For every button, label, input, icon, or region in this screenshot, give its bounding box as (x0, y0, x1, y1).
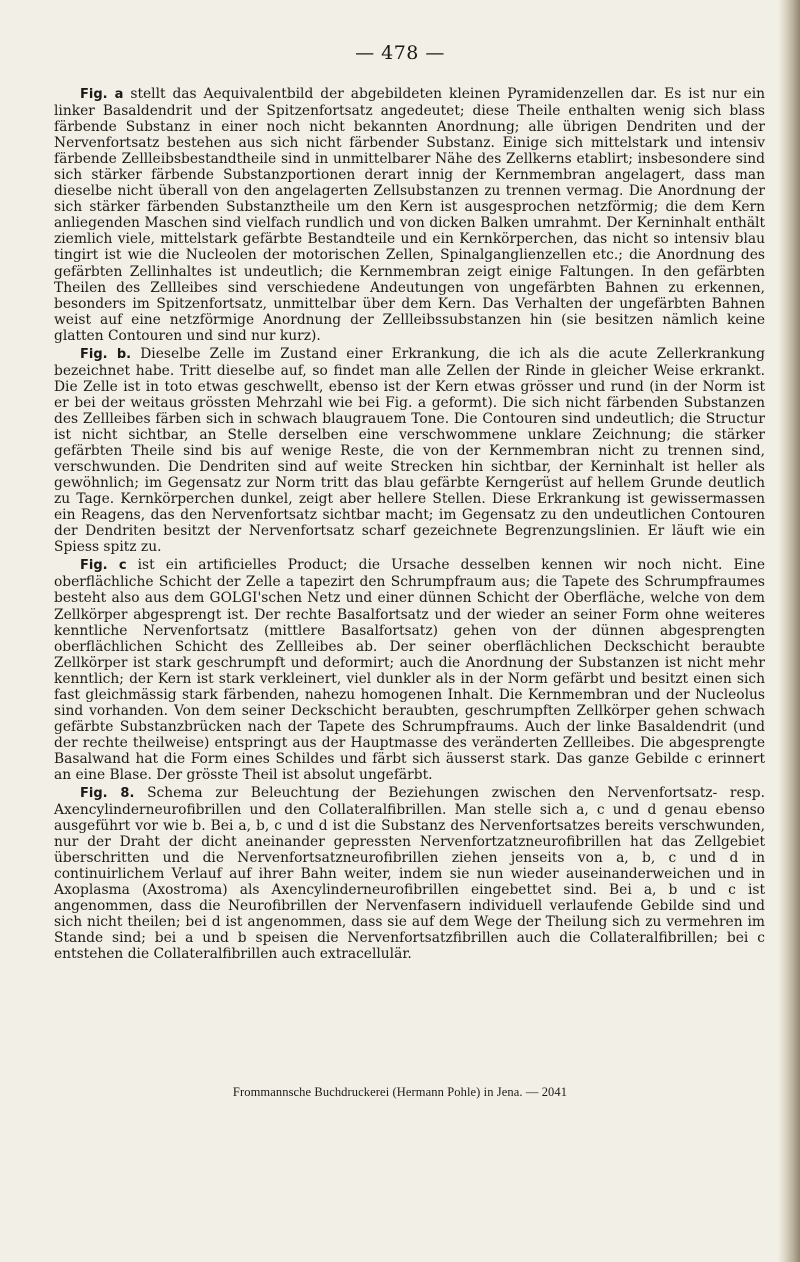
paragraph-text: Dieselbe Zelle im Zustand einer Erkrankung, die ich als die acute Zellerkrankung bezeichnet habe. Tritt dieselbe auf, so findet man alle Zellen der Rinde in gleicher Weise erkrankt. Die Zelle ist in toto etwas geschwellt, ebenso ist der Kern etwas grösser und rund (in der Norm ist er bei der weitaus grössten Mehrzahl wie bei Fig. a geformt). Die sich nicht färbenden Substanzen des Zellleibes färben sich in schwach blaugrauem Tone. Die Contouren sind undeutlich; die Structur ist nicht sichtbar, an Stelle derselben eine verschwommene unklare Zeichnung; die stärker gefärbten Theile sind bis auf wenige Reste, die von der Kernmembran nicht zu trennen sind, verschwunden. Die Dendriten sind auf weite Strecken hin sichtbar, der Kerninhalt ist heller als gewöhnlich; im Gegensatz zur Norm tritt das blau gefärbte Kerngerüst auf hellem Grunde deutlich zu Tage. Kernkörperchen dunkel, zeigt aber hellere Stellen. Diese Erkrankung ist gewissermassen ein Reagens, das den Nervenfortsatz sichtbar macht; im Gegensatz zu den undeutlichen Contouren der Dendriten besitzt der Nervenfortsatz scharf gezeichnete Begrenzungslinien. Er läuft wie ein Spiess spitz zu. (54, 345, 765, 556)
paragraph-fig-c (54, 557, 765, 783)
page-edge-shadow (778, 0, 800, 1262)
paragraph-text: stellt das Aequivalentbild der abgebildeten kleinen Pyramidenzellen dar. Es ist nur ein linker Basaldendrit und der Spitzenfortsatz angedeutet; diese Theile enthalten wenig sich blass färbende Substanz in einer noch nicht bekannten Anordnung; alle übrigen Dendriten und der Nervenfortsatz bestehen aus sich nicht färbender Substanz. Einige sich mittelstark und intensiv färbende Zellleibsbestandtheile sind in unmittelbarer Nähe des Zellkerns etablirt; insbesondere sind sich stärker färbende Substanzportionen derart innig der Kernmembran angelagert, dass man dieselbe nicht überall von den angelagerten Zellsubstanzen zu trennen vermag. Die Anordnung der sich stärker färbenden Substanztheile um den Kern ist ausgesprochen netzförmig; die dem Kern anliegenden Maschen sind vielfach rundlich und von dicken Balken umrahmt. Der Kerninhalt enthält ziemlich viele, mittelstark gefärbte Bestandteile und ein Kernkörperchen, das nicht so intensiv blau tingirt ist wie die Nucleolen der motorischen Zellen, Spinalganglienzellen etc.; die Anordnung des gefärbten Zellinhaltes ist undeutlich; die Kernmembran zeigt einige Faltungen. In den gefärbten Theilen des Zellleibes sind verschiedene Andeutungen von ungefärbten Bahnen zu erkennen, besonders im Spitzenfortsatz, unmittelbar über dem Kern. Das Verhalten der ungefärbten Bahnen weist auf eine netzförmige Anordnung der Zellleibssubstanzen hin (sie besitzen nämlich keine glatten Contouren und sind nur kurz). (54, 86, 765, 344)
body-text (54, 86, 765, 964)
paragraph-fig-a (54, 86, 765, 344)
page-number: — 478 — (355, 42, 445, 64)
fig-label: Fig. b. (80, 346, 132, 362)
fig-label: Fig. a (80, 87, 124, 102)
fig-label: Fig. 8. (80, 786, 135, 802)
paragraph-fig-b (54, 346, 765, 556)
paragraph-text: Schema zur Beleuchtung der Beziehungen zwischen den Nervenfortsatz- resp. Axencylinderneurofibrillen und den Collateralfibrillen. Man stelle sich a, c und d genau ebenso ausgeführt vor wie b. Bei a, b, c und d ist die Substanz des Nervenfortsatzes bereits verschwunden, nur der Draht der dicht aneinander gepressten Nervenfortzatzneurofibrillen hat das Zellgebiet überschritten und die Nervenfortsatzneurofibrillen ziehen jenseits von a, b, c und d in continuirlichem Verlauf auf ihrer Bahn weiter, indem sie nun wieder auseinanderweichen und in Axoplasma (Axostroma) als Axencylinderneurofibrillen eingebettet sind. Bei a, b und c ist angenommen, dass die Neurofibrillen der Nervenfasern individuell verlaufende Gebilde sind und sich nicht theilen; bei d ist angenommen, dass sie auf dem Wege der Theilung sich zu vermehren im Stande sind; bei a und b speisen die Nervenfortsatzfibrillen auch die Collateralfibrillen; bei c entstehen die Collateralfibrillen auch extracellulär. (54, 785, 765, 963)
fig-label: Fig. c (80, 558, 127, 574)
printer-imprint: Frommannsche Buchdruckerei (Hermann Pohle) in Jena. — 2041 (232, 1085, 568, 1099)
paragraph-fig-8 (54, 785, 765, 963)
paragraph-text: ist ein artificielles Product; die Ursache desselben kennen wir noch nicht. Eine oberflächliche Schicht der Zelle a tapezirt den Schrumpfraum aus; die Tapete des Schrumpfraumes besteht also aus dem GOLGI'schen Netz und einer dünnen Schicht der Oberfläche, welche von dem Zellkörper abgesprengt ist. Der rechte Basalfortsatz und der wieder an seiner Form ohne weiteres kenntliche Nervenfortsatz (mittlere Basalfortsatz) gehen von der dünnen abgesprengten oberflächlichen Schicht des Zellleibes ab. Der seiner oberflächlichen Deckschicht beraubte Zellkörper ist stark geschrumpft und deformirt; auch die Anordnung der Substanzen ist nicht mehr kenntlich; der Kern ist stark verkleinert, viel dunkler als in der Norm gefärbt und besitzt einen sich fast gleichmässig stark färbenden, nahezu homogenen Inhalt. Die Kernmembran und der Nucleolus sind vorhanden. Von dem seiner Deckschicht beraubten, geschrumpften Zellkörper gehen schwach gefärbte Substanzbrücken nach der Tapete des Schrumpfraums. Auch der linke Basaldendrit (und der rechte theilweise) entspringt aus der Hauptmasse des veränderten Zellleibes. Die abgesprengte Basalwand hat die Form eines Schildes und färbt sich äusserst stark. Das ganze Gebilde c erinnert an eine Blase. Der grösste Theil ist absolut ungefärbt. (54, 557, 765, 783)
